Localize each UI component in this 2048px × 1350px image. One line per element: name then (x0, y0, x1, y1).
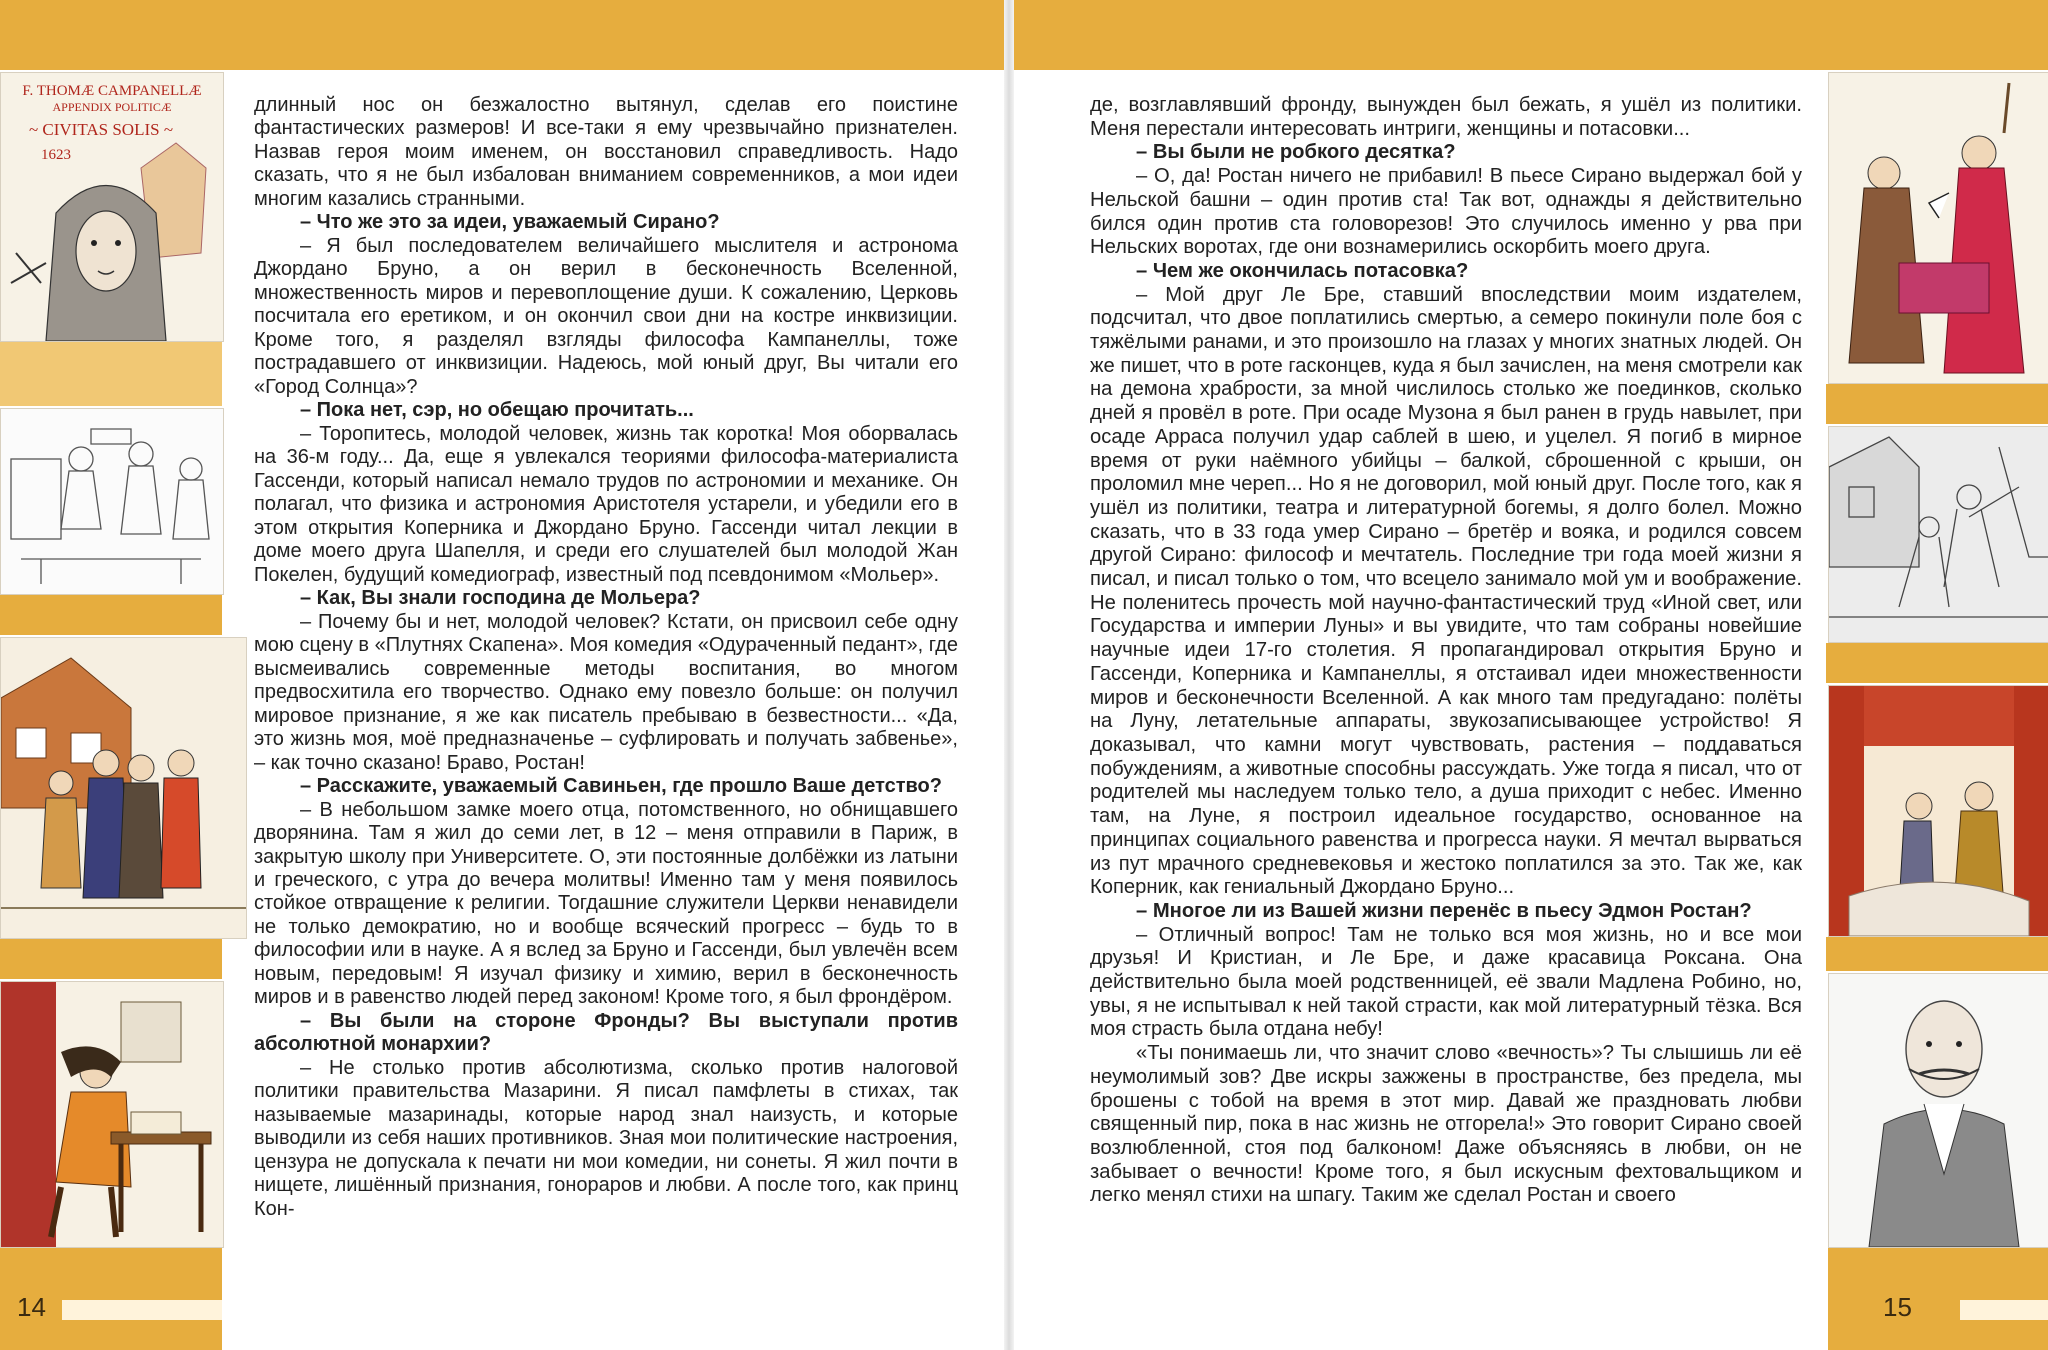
campanella-line-2: APPENDIX POLITICÆ (52, 100, 172, 114)
interview-question: – Многое ли из Вашей жизни перенёс в пьесу Эдмон Ростан? (1136, 899, 1752, 922)
footer-band-right (1828, 1248, 2048, 1350)
left-band-2 (0, 595, 222, 635)
interview-paragraph: – Мой друг Ле Бре, ставший впоследствии моим издателем, подсчитал, что двое поплатились смертью, а семеро покинули поле боя с тяжёлыми ранами, и это произошло на глазах у многих знатных людей. Он же пишет, что в роте гасконцев, куда я был зачислен, на меня смотрели как на демона храбрости, за мной числилось столько же поединков, сколько дней я провёл в роте. При осаде Музона я был ранен в грудь навылет, при осаде Арраса получил удар саблей в шею, и уцелел. Я погиб в мирное время от руки наёмного убийцы – балкой, сброшенной с крыши, он проломил мне череп... Но я не договорил, мой юный друг. После того, как я ушёл из политики, театра и литературной богемы, я долго болел. Можно сказать, что в 33 года умер Сирано – бретёр и вояка, и родился совсем другой Сирано: философ и мечтатель. Последние три года моей жизни я писал, и писал только о том, что всецело занимало мой ум и воображение. Не поленитесь прочесть мой научно-фантастический труд «Иной свет, или Государства и империи Луны» и вы увидите, что там собраны новейшие научные идеи 17-го столетия. Я пропагандировал открытия Бруно и Гассенди, Коперника и Кампанеллы, я отстаивал идеи множественности миров и бесконечности Вселенной. А как много там предугадано: полёты на Луну, летательные аппараты, звукозаписывающее устройство! Я доказывал, что камни могут чувствовать, растения – поддаваться побуждениям, а животные способны рассуждать. Уже тогда я писал, что от родителей мы наследуем только тело, а душа приходит с небес. Именно там, на Луне, я построил идеальное государство, основанное на принципах социального равенства и прогресса науки. Я мечтал вырваться из пут мрачного средневековья и жестоко поплатился за это. Так же, как Коперник, как гениальный Джордано Бруно... (1090, 283, 1802, 899)
illustration-battle-sketch (1828, 426, 2048, 643)
right-band-2 (1826, 643, 2048, 683)
footer-strip-left (62, 1300, 222, 1320)
campanella-line-1: F. THOMÆ CAMPANELLÆ (22, 83, 202, 99)
illustration-writer-at-desk (0, 981, 224, 1248)
interview-paragraph: – Почему бы и нет, молодой человек? Кстати, он присвоил себе одну мою сцену в «Плутнях Скапена». Моя комедия «Одураченный педант», где высмеивались современные методы воспитания, во многом предвосхитила его творчество. Однако ему повезло больше: он получил мировое признание, я же как писатель пребываю в безвестности... «Да, это жизнь моя, моё предназначенье – суфлировать и получать забвенье», – как точно сказано! Браво, Ростан! (254, 610, 958, 774)
interview-question: – Вы были не робкого десятка? (1136, 141, 1456, 164)
top-bar-right (1009, 0, 2048, 70)
interview-paragraph: – Я был последователем величайшего мыслителя и астронома Джордано Бруно, а он верил в бесконечность Вселенной, множественность миров и перевоплощение души. К сожалению, Церковь посчитала его еретиком, и он окончил свои дни на костре инквизиции. Кроме того, я разделял взгляды философа Кампанеллы, тоже пострадавшего от инквизиции. Надеюсь, мой юный друг, Вы читали его «Город Солнца»? (254, 234, 958, 398)
illustration-rostand-portrait (1828, 973, 2048, 1248)
footer-strip-right (1960, 1300, 2048, 1320)
illustration-lecture-sketch (0, 408, 224, 595)
interview-question: – Чем же окончилась потасовка? (1136, 259, 1469, 282)
interview-paragraph: де, возглавлявший фронду, вынужден был бежать, я ушёл из политики. Меня перестали интересовать интриги, женщины и потасовки... (1090, 94, 1802, 140)
left-band-1 (0, 342, 222, 406)
page-number-right: 15 (1883, 1292, 1912, 1322)
page-gutter (1004, 0, 1014, 1350)
campanella-line-4: 1623 (41, 147, 71, 163)
interview-paragraph: длинный нос он безжалостно вытянул, сделав его поистине фантастических размеров! И все-таки я ему чрезвычайно признателен. Назвав героя моим именем, он восстановил справедливость. Надо сказать, что я не был избалован вниманием современников, а мои идеи многим казались странными. (254, 94, 958, 210)
page-number-left: 14 (17, 1292, 46, 1322)
interview-question: – Что же это за идеи, уважаемый Сирано? (300, 211, 720, 234)
interview-paragraph: – Не столько против абсолютизма, сколько против налоговой политики правительства Мазарини. Я писал памфлеты в стихах, так называемые мазаринады, которые народ знал наизусть, и которые выводили из себя наших противников. Зная мои политические настроения, цензура не допускала к печати ни мои комедии, ни сонеты. Я жил почти в нищете, лишённый признания, гонораров и любви. А после того, как принц Кон- (254, 1056, 958, 1220)
illustration-campanella (0, 72, 224, 342)
interview-paragraph: – О, да! Ростан ничего не прибавил! В пьесе Сирано выдержал бой у Нельской башни – один против ста! Так вот, однажды я действительно бился один против ста головорезов! Это случилось именно у рва при Нельских воротах, где они вознамерились оскорбить моего друга. (1090, 165, 1802, 259)
interview-question: – Как, Вы знали господина де Мольера? (300, 587, 701, 610)
left-band-3 (0, 939, 222, 979)
right-band-1 (1826, 384, 2048, 424)
right-band-3 (1826, 937, 2048, 971)
interview-question: – Пока нет, сэр, но обещаю прочитать... (300, 399, 694, 422)
interview-question: – Вы были на стороне Фронды? Вы выступали против абсолютной монархии? (254, 1009, 958, 1056)
interview-paragraph: – Торопитесь, молодой человек, жизнь так коротка! Моя оборвалась на 36-м году... Да, еще я увлекался теориями философа-материалиста Гассенди, который написал немало трудов по астрономии и механике. Он полагал, что физика и астрономия Аристотеля устарели, и убедили его в этом открытия Коперника и Джордано Бруно. Гассенди читал лекции в доме моего друга Шапелля, и среди его слушателей был молодой Жан Покелен, будущий комедиограф, известный под псевдонимом «Мольер». (254, 422, 958, 586)
left-text-column (254, 94, 958, 1221)
interview-question: – Расскажите, уважаемый Савиньен, где прошло Ваше детство? (300, 775, 942, 798)
illustration-village-figures (0, 637, 247, 939)
right-text-column (1090, 94, 1802, 1208)
interview-paragraph: «Ты понимаешь ли, что значит слово «вечность»? Ты слышишь ли её неумолимый зов? Две искры зажжены в пространстве, без предела, мы брошены с тобой на время в этот мир. Давай же праздновать любви священный пир, пока в нас жизнь не отгорела!» Это говорит Сирано своей возлюбленной, стоя под балконом! Даже объясняясь в любви, он не забывает о вечности! Кроме того, я был искусным фехтовальщиком и легко менял стихи на шпагу. Таким же сделал Ростан и своего (1090, 1042, 1802, 1207)
top-bar-left (0, 0, 1007, 70)
campanella-line-3: ~ CIVITAS SOLIS ~ (28, 120, 174, 139)
illustration-monk-cardinal (1828, 72, 2048, 384)
interview-paragraph: – В небольшом замке моего отца, потомственного, но обнищавшего дворянина. Там я жил до семи лет, в 12 – меня отправили в Париж, в закрытую школу при Университете. О, эти постоянные долбёжки из латыни и греческого, с утра до вечера молитвы! Именно там у меня появилось стойкое отвращение к религии. Тогдашние служители Церкви ненавидели не только демократию, но и вообще всяческий прогресс – будь то в философии или в науке. А я вслед за Бруно и Гассенди, был увлечён всем новым, передовым! Я изучал физику и химию, верил в бесконечность миров и в равенство людей перед законом! Кроме того, я был фрондёром. (254, 798, 958, 1009)
interview-paragraph: – Отличный вопрос! Там не только вся моя жизнь, но и все мои друзья! И Кристиан, и Ле Бре, и даже красавица Роксана. Она действительно была моей родственницей, её звали Мадлена Робино, но, увы, я не испытывал к ней такой страсти, как мой литературный тёзка. Вся моя страсть была отдана небу! (1090, 923, 1802, 1041)
illustration-theatre-scene (1828, 685, 2048, 937)
